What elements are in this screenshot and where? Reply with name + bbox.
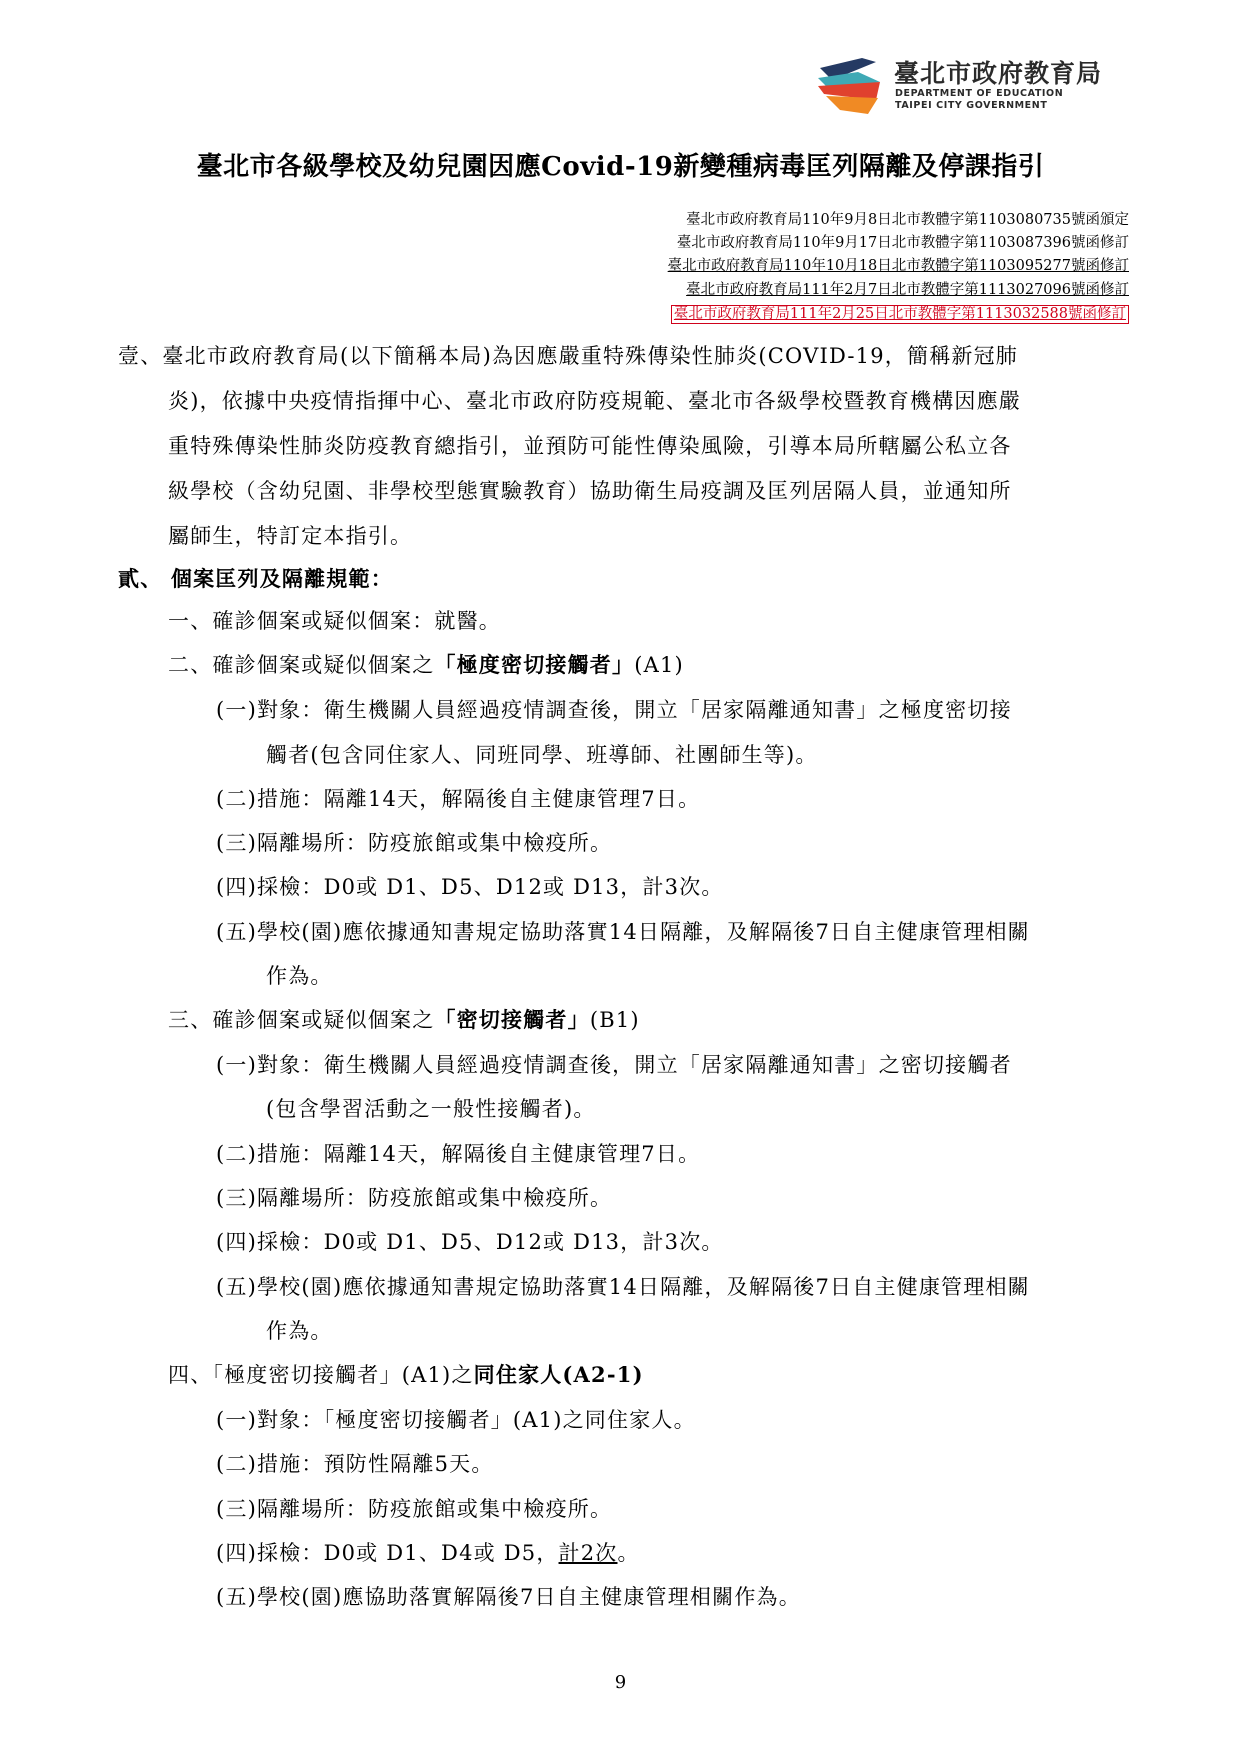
item2-sub: (三)隔離場所：防疫旅館或集中檢疫所。 [216, 831, 613, 855]
logo-org-name: 臺北市政府教育局 [894, 59, 1103, 88]
item4-sub: (五)學校(園)應協助落實解隔後7日自主健康管理相關作為。 [216, 1585, 801, 1609]
item3-heading: 三、確診個案或疑似個案之「密切接觸者」(B1) [168, 1007, 640, 1032]
item2-sub: (二)措施：隔離14天，解隔後自主健康管理7日。 [216, 787, 701, 811]
item3-sub: (二)措施：隔離14天，解隔後自主健康管理7日。 [216, 1142, 701, 1166]
section2-heading: 貳、 個案匡列及隔離規範： [118, 566, 393, 591]
department-logo [818, 54, 1118, 120]
item3-sub: (三)隔離場所：防疫旅館或集中檢疫所。 [216, 1186, 613, 1210]
revision-line: 臺北市政府教育局110年10月18日北市教體字第1103095277號函修訂 [667, 258, 1129, 274]
document-title: 臺北市各級學校及幼兒園因應Covid-19新變種病毒匡列隔離及停課指引 [196, 152, 1045, 182]
item3-sub: (四)採檢：D0或 D1、D5、D12或 D13，計3次。 [216, 1230, 724, 1254]
logo-english-line1: DEPARTMENT OF EDUCATION [895, 88, 1064, 99]
item2-sub: (一)對象：衛生機關人員經過疫情調查後，開立「居家隔離通知書」之極度密切接 [216, 698, 1012, 722]
item2-sub: 作為。 [266, 964, 333, 988]
revision-line: 臺北市政府教育局110年9月8日北市教體字第1103080735號函頒定 [686, 212, 1129, 228]
item1: 一、確診個案或疑似個案：就醫。 [168, 609, 501, 633]
item4-highlight: 同住家人(A2-1) [473, 1362, 644, 1387]
revision-line-latest: 臺北市政府教育局111年2月25日北市教體字第1113032588號函修訂 [671, 305, 1129, 324]
item2-highlight: 「極度密切接觸者」 [434, 652, 635, 677]
item3-sub: (一)對象：衛生機關人員經過疫情調查後，開立「居家隔離通知書」之密切接觸者 [216, 1053, 1012, 1077]
section1-line: 級學校（含幼兒園、非學校型態實驗教育）協助衛生局疫調及匡列居隔人員，並通知所 [168, 479, 1012, 503]
section1-line: 重特殊傳染性肺炎防疫教育總指引，並預防可能性傳染風險，引導本局所轄屬公私立各 [168, 434, 1012, 458]
item4-sub: (三)隔離場所：防疫旅館或集中檢疫所。 [216, 1497, 613, 1521]
item3-sub: 作為。 [266, 1319, 333, 1343]
section1-line: 屬師生，特訂定本指引。 [168, 524, 413, 548]
item3-highlight: 「密切接觸者」 [434, 1007, 590, 1032]
logo-emblem-icon [818, 58, 888, 116]
logo-english-line2: TAIPEI CITY GOVERNMENT [895, 100, 1048, 111]
item3-sub: (包含學習活動之一般性接觸者)。 [266, 1097, 596, 1121]
item2-heading: 二、確診個案或疑似個案之「極度密切接觸者」(A1) [168, 652, 684, 677]
page-number: 9 [614, 1672, 627, 1693]
item2-sub: (四)採檢：D0或 D1、D5、D12或 D13，計3次。 [216, 875, 724, 899]
item4-sub: (二)措施：預防性隔離5天。 [216, 1452, 494, 1476]
section1-line: 壹、臺北市政府教育局(以下簡稱本局)為因應嚴重特殊傳染性肺炎(COVID-19，簡稱新冠肺 [118, 344, 1018, 368]
item2-sub: (五)學校(園)應依據通知書規定協助落實14日隔離，及解隔後7日自主健康管理相關 [216, 920, 1030, 944]
revision-line: 臺北市政府教育局110年9月17日北市教體字第1103087396號函修訂 [676, 235, 1129, 251]
section1-line: 炎)，依據中央疫情指揮中心、臺北市政府防疫規範、臺北市各級學校暨教育機構因應嚴 [168, 389, 1021, 413]
item4-heading: 四、「極度密切接觸者」(A1)之同住家人(A2-1) [168, 1362, 644, 1387]
item3-sub: (五)學校(園)應依據通知書規定協助落實14日隔離，及解隔後7日自主健康管理相關 [216, 1275, 1030, 1299]
revision-line: 臺北市政府教育局111年2月7日北市教體字第1113027096號函修訂 [686, 282, 1129, 298]
item4-underlined-count: 計2次 [558, 1541, 618, 1565]
item4-sub: (一)對象：「極度密切接觸者」(A1)之同住家人。 [216, 1408, 696, 1432]
item2-sub: 觸者(包含同住家人、同班同學、班導師、社團師生等)。 [266, 743, 818, 767]
item4-sub: (四)採檢：D0或 D1、D4或 D5，計2次。 [216, 1541, 640, 1565]
